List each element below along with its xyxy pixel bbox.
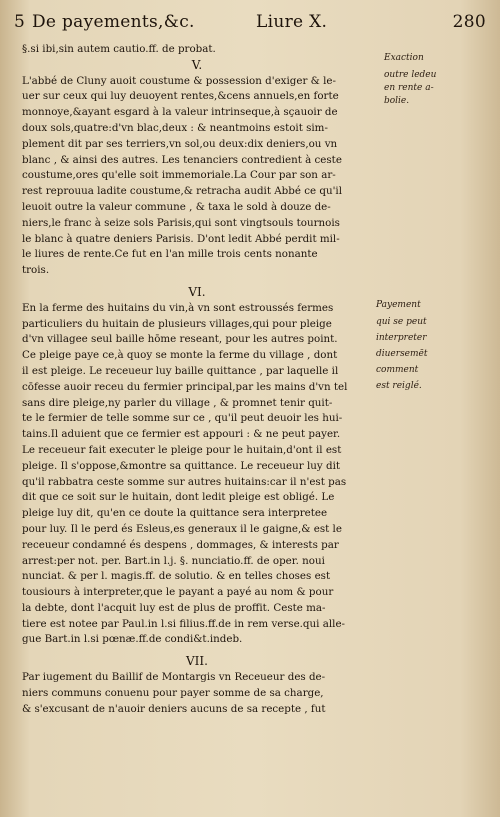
section-number: VI. bbox=[188, 284, 206, 299]
text-line: uer sur ceux qui luy deuoyent rentes,&cens annuels,en forte bbox=[22, 90, 339, 103]
text-line: gue Bart.in l.si pœnæ.ff.de condi&t.indeb. bbox=[22, 633, 243, 646]
text-line: pleige. Il s'oppose,&montre sa quittance. Le receueur luy dit bbox=[22, 459, 341, 472]
margin-note: diuersemēt bbox=[376, 349, 428, 359]
margin-note: comment bbox=[376, 365, 419, 375]
text-line: rest reprouua ladite coustume,& retracha audit Abbé ce qu'il bbox=[22, 185, 343, 198]
text-line: tousiours à interpreter,que le payant a payé au nom & pour bbox=[22, 586, 334, 599]
text-line: tiere est notee par Paul.in l.si filius.ff.de in rem verse.qui alle- bbox=[22, 617, 346, 630]
text-line: d'vn villagee seul baille hōme reseant, pour les autres point. bbox=[22, 333, 338, 346]
text-line: particuliers du huitain de plusieurs villages,qui pour pleige bbox=[22, 317, 332, 330]
text-line: doux sols,quatre:d'vn blac,deux : & neantmoins estoit sim- bbox=[22, 121, 328, 134]
section-number: V. bbox=[191, 57, 203, 72]
text-line: le blanc à quatre deniers Parisis. D'ont ledit Abbé perdit mil- bbox=[22, 232, 340, 245]
text-line: te le fermier de telle somme sur ce , qu'il peut deuoir les hui- bbox=[22, 412, 343, 425]
margin-note: est reiglé. bbox=[376, 381, 422, 391]
text-line: Le receueur fait executer le pleige pour le huitain,d'ont il est bbox=[22, 443, 342, 456]
text-body bbox=[22, 42, 372, 717]
text-line: receueur condamné és despens , dommages, & interests par bbox=[22, 538, 339, 551]
text-line: niers,le franc à seize sols Parisis,qui sont vingtsouls tournois bbox=[22, 216, 340, 229]
text-line: sans dire pleige,ny parler du village , & promnet tenir quit- bbox=[22, 396, 333, 409]
text-line: le liures de rente.Ce fut en l'an mille trois cents nonante bbox=[22, 248, 318, 261]
text-line: dit que ce soit sur le huitain, dont ledit pleige est obligé. Le bbox=[22, 491, 335, 504]
margin-note: bolie. bbox=[384, 96, 410, 106]
running-title: De payements,&c. bbox=[32, 12, 195, 32]
text-line: arrest:per not. per. Bart.in l.j. §. nunciatio.ff. de oper. noui bbox=[22, 554, 325, 567]
text-line: pleige luy dit, qu'en ce doute la quittance sera interpretee bbox=[22, 507, 328, 520]
text-line: blanc , & ainsi des autres. Les tenanciers contredient à ceste bbox=[22, 153, 342, 166]
text-line: & s'excusant de n'auoir deniers aucuns de sa recepte , fut bbox=[22, 702, 326, 715]
text-line: L'abbé de Cluny auoit coustume & possession d'exiger & le- bbox=[22, 74, 336, 87]
text-line: cōfesse auoir receu du fermier principal,par les mains d'vn tel bbox=[22, 380, 348, 393]
page-number: 5 bbox=[14, 12, 26, 32]
text-line: la debte, dont l'acquit luy est de plus de proffit. Ceste ma- bbox=[22, 601, 326, 614]
text-line: nunciat. & per l. magis.ff. de solutio. & en telles choses est bbox=[22, 570, 331, 583]
text-line: monnoye,&ayant esgard à la valeur intrinseque,à sçauoir de bbox=[22, 106, 338, 119]
text-line: Par iugement du Baillif de Montargis vn Receueur des de- bbox=[22, 671, 326, 684]
text-line: niers communs conuenu pour payer somme de sa charge, bbox=[22, 686, 324, 699]
margin-note: en rente a- bbox=[384, 83, 434, 93]
margin-note: outre ledeu bbox=[384, 70, 437, 80]
text-line: En la ferme des huitains du vin,à vn sont estroussés fermes bbox=[22, 301, 334, 314]
running-header bbox=[14, 10, 492, 38]
margin-note: interpreter bbox=[376, 333, 427, 343]
text-line: §.si ibi,sin autem cautio.ff. de probat. bbox=[22, 43, 216, 55]
text-line: pour luy. Il le perd és Esleus,es generaux il le gaigne,& est le bbox=[22, 522, 342, 535]
text-line: plement dit par ses terriers,vn sol,ou deux:dix deniers,ou vn bbox=[22, 137, 338, 150]
book-label: Liure X. bbox=[256, 12, 328, 32]
text-line: qu'il rabbatra ceste somme sur autres huitains:car il n'est pas bbox=[22, 475, 347, 488]
text-line: Ce pleige paye ce,à quoy se monte la ferme du village , dont bbox=[22, 349, 338, 362]
text-line: coustume,ores qu'elle soit immemoriale.La Cour par son ar- bbox=[22, 169, 336, 182]
margin-note: qui se peut bbox=[376, 317, 427, 327]
text-line: il est pleige. Le receueur luy baille quittance , par laquelle il bbox=[22, 364, 339, 377]
margin-note: Payement bbox=[376, 300, 421, 310]
text-line: leuoit outre la valeur commune , & taxa le sold à douze de- bbox=[22, 200, 331, 213]
text-line: trois. bbox=[22, 264, 50, 277]
text-line: tains.Il aduient que ce fermier est appouri : & ne peut payer. bbox=[22, 428, 341, 441]
section-number: VII. bbox=[186, 654, 208, 669]
folio-number: 280 bbox=[452, 12, 486, 32]
margin-note: Exaction bbox=[384, 53, 424, 63]
